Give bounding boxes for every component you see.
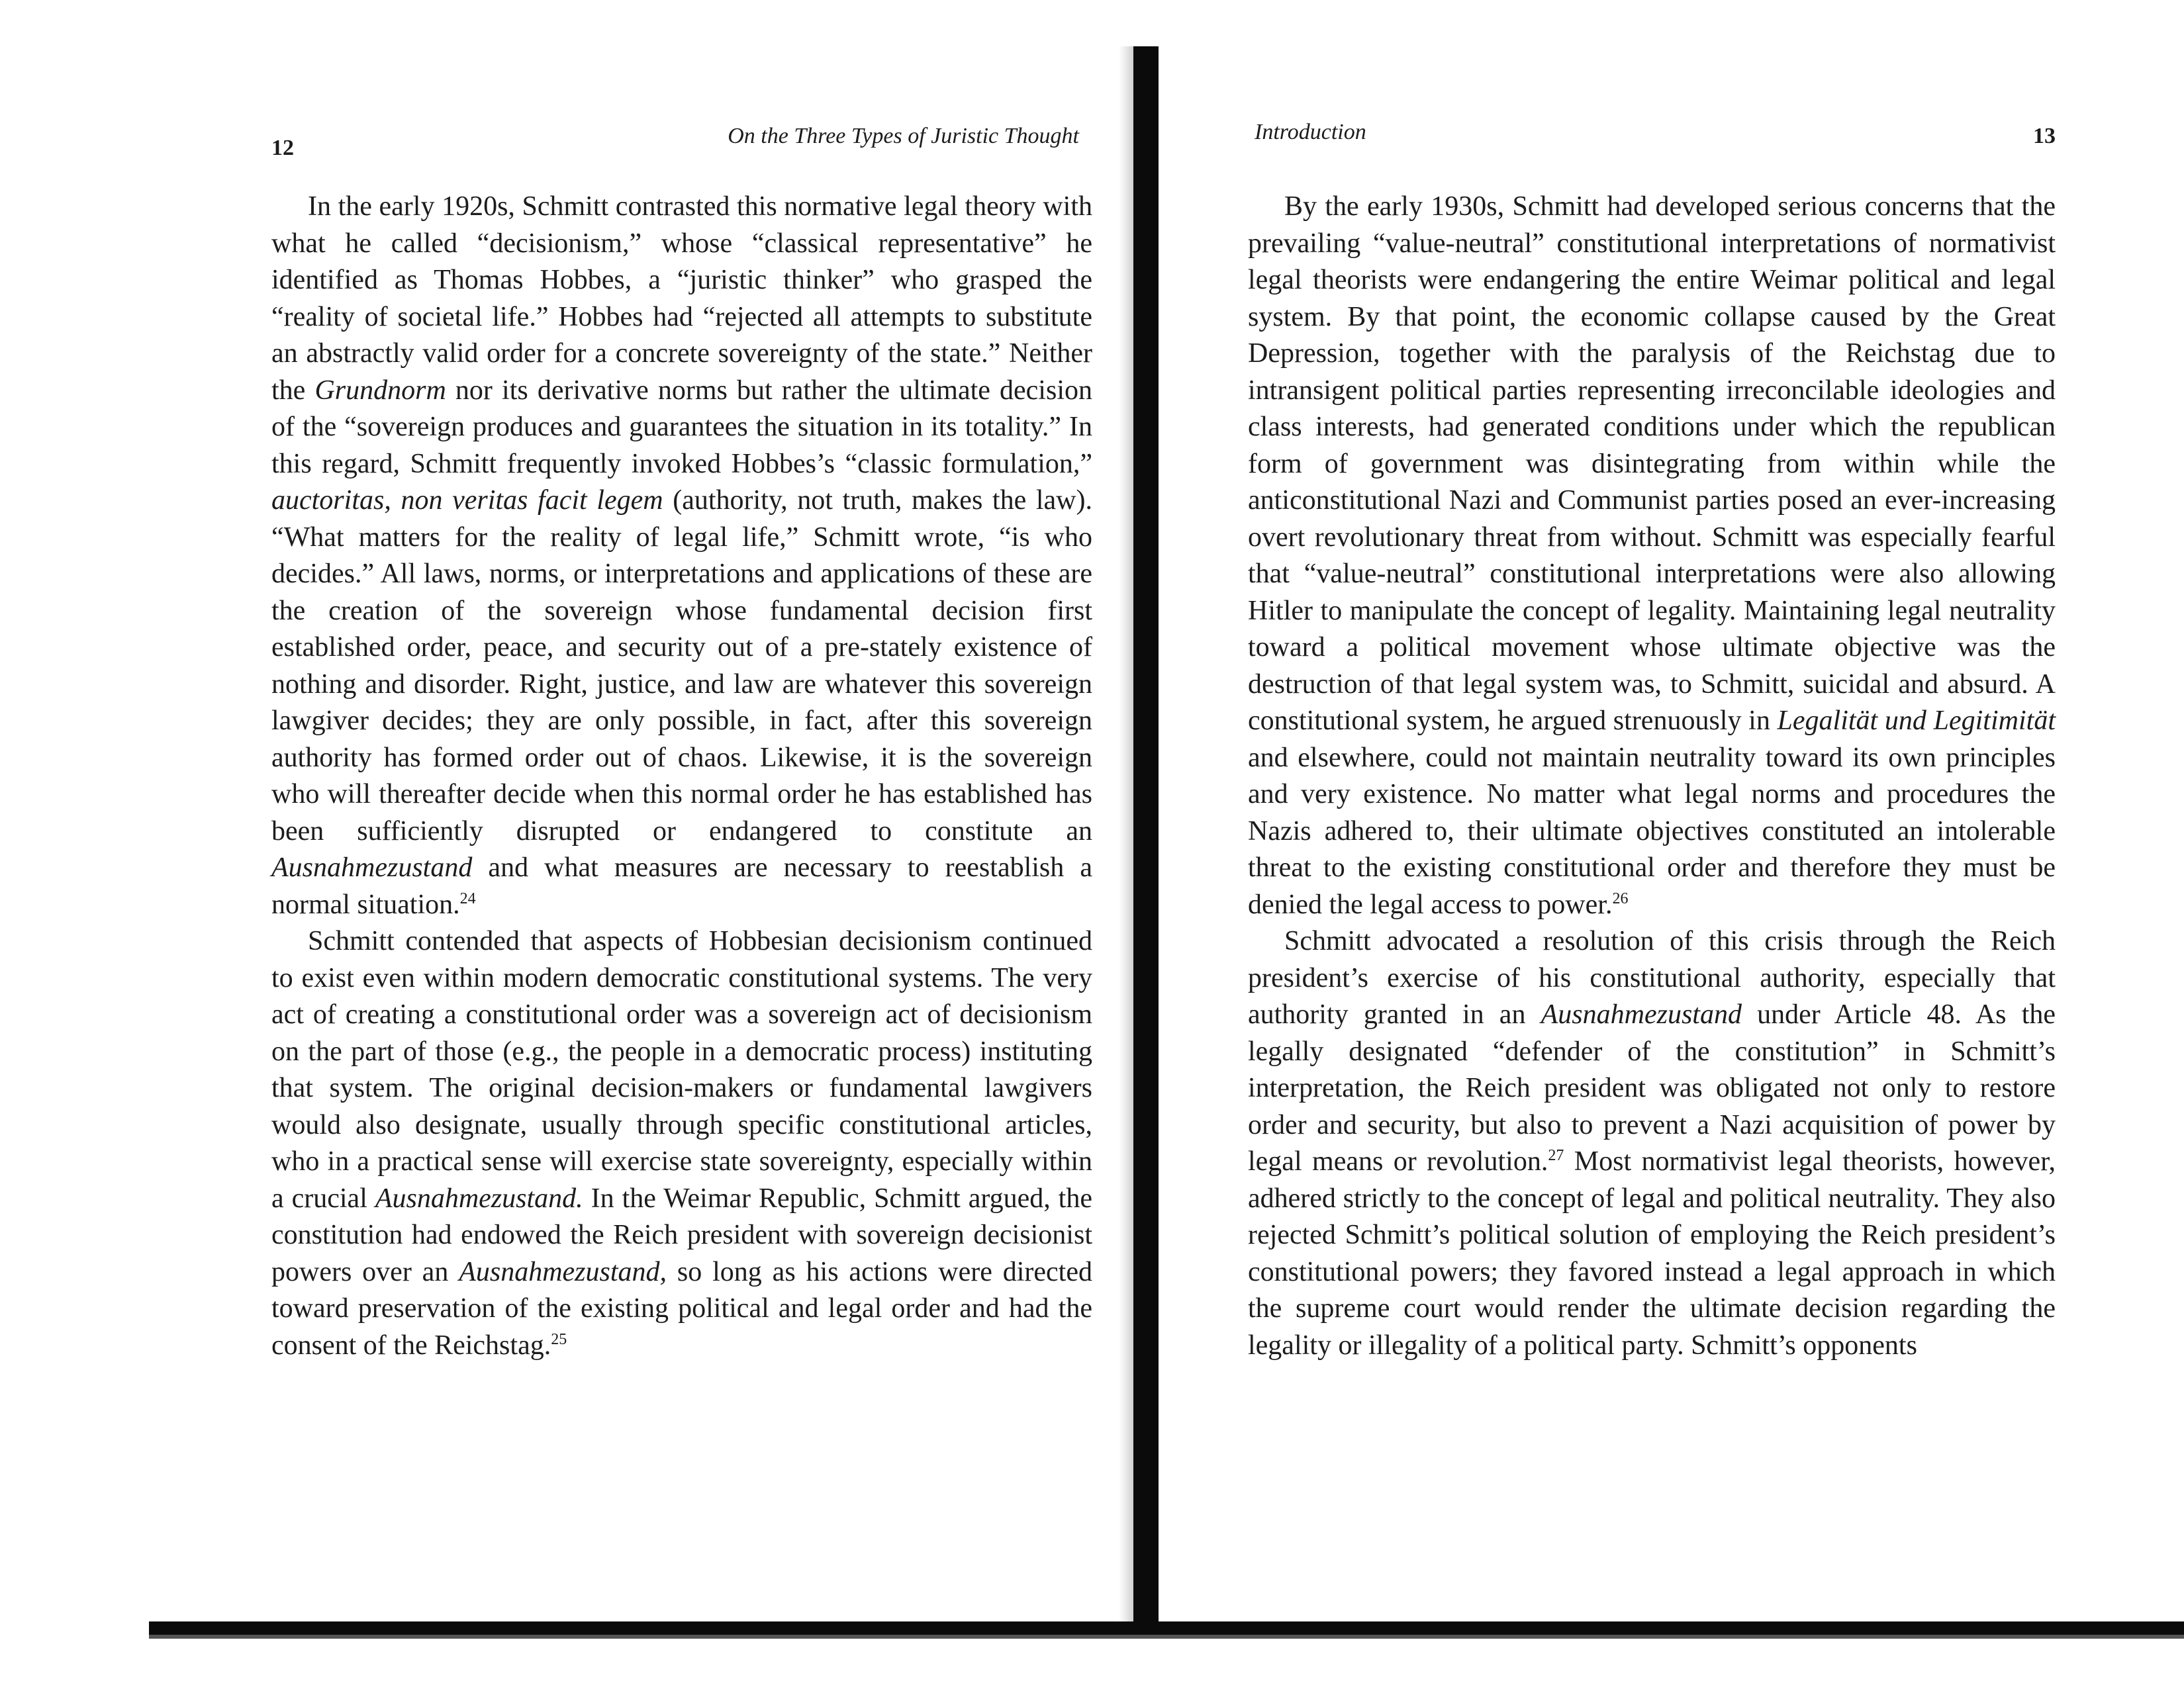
text-run: under Article 48. As the legally designated “defender of the constitution” in Schmitt’s interpretation, the Reich president was obligated not only to restore order and security, but also to prevent a Nazi acquisition of power by legal means or revolution. xyxy=(1248,999,2056,1177)
italic-term: Ausnahmezustand xyxy=(1541,999,1742,1030)
left-page xyxy=(271,116,1092,1364)
scan-bottom-edge-shadow xyxy=(149,1635,2184,1639)
paragraph xyxy=(271,923,1092,1364)
right-page xyxy=(1248,116,2056,1364)
footnote-ref: 24 xyxy=(459,889,476,907)
scan-bottom-edge xyxy=(149,1621,2184,1635)
text-run: and what measures are necessary to reestablish a normal situation. xyxy=(271,852,1092,920)
paragraph xyxy=(1248,189,2056,923)
left-page-header xyxy=(271,116,1092,162)
text-run: and elsewhere, could not maintain neutrality toward its own principles and very existence. No matter what legal norms and procedures the Nazis adhered to, their ultimate objectives constituted an intolerable threat to the existing constitutional order and therefore they must be denied the legal access to power. xyxy=(1248,742,2056,920)
italic-term: Ausnahmezustand, xyxy=(459,1256,667,1287)
italic-term: Ausnahmezustand xyxy=(271,852,473,883)
footnote-ref: 25 xyxy=(551,1330,567,1348)
footnote-ref: 27 xyxy=(1548,1147,1564,1164)
italic-term: Ausnahmezustand. xyxy=(375,1183,583,1214)
paragraph xyxy=(1248,923,2056,1364)
text-run: so long as his actions were directed toward preservation of the existing political and legal order and had the consent of the Reichstag. xyxy=(271,1256,1092,1361)
page-number: 12 xyxy=(271,136,294,160)
italic-term: auctoritas, non veritas facit legem xyxy=(271,485,663,516)
text-run: Schmitt contended that aspects of Hobbesian decisionism continued to exist even within modern democratic constitutional systems. The very act of creating a constitutional order was a sovereign act of decisionism on the part of those (e.g., the people in a democratic process) instituting that system. The original decision-makers or fundamental lawgivers would also designate, usually through specific constitutional articles, who in a practical sense will exercise state sovereignty, especially within a crucial xyxy=(271,926,1092,1214)
text-run: In the Weimar Republic, Schmitt argued, the constitution had endowed the Reich president with sovereign decisionist powers over an xyxy=(271,1183,1092,1287)
running-head: Introduction xyxy=(1255,120,1366,144)
running-head: On the Three Types of Juristic Thought xyxy=(728,124,1079,148)
gutter-shadow xyxy=(1119,46,1133,1628)
right-page-header xyxy=(1248,116,2056,162)
text-run: (authority, not truth, makes the law). “What matters for the reality of legal life,” Schmitt wrote, “is who decides.” All laws, norms, or interpretations and applications of these are the creation of the sovereign whose fundamental decision first established order, peace, and security out of a pre-stately existence of nothing and disorder. Right, justice, and law are whatever this sovereign lawgiver decides; they are only possible, in fact, after this sovereign authority has formed order out of chaos. Likewise, it is the sovereign who will thereafter decide when this normal order he has established has been sufficiently disrupted or endangered to constitute an xyxy=(271,485,1092,846)
text-run: nor its derivative norms but rather the ultimate decision of the “sovereign produces and guarantees the situation in its totality.” In this regard, Schmitt frequently invoked Hobbes’s “classic formulation,” xyxy=(271,375,1092,479)
footnote-ref: 26 xyxy=(1612,889,1629,907)
book-spine xyxy=(1133,46,1159,1628)
text-run: In the early 1920s, Schmitt contrasted this normative legal theory with what he called “decisionism,” whose “classical representative” he identified as Thomas Hobbes, a “juristic thinker” who grasped the “reality of societal life.” Hobbes had “rejected all attempts to substitute an abstractly valid order for a concrete sovereignty of the state.” Neither the xyxy=(271,191,1092,406)
page-number: 13 xyxy=(2033,124,2056,148)
italic-term: Grundnorm xyxy=(314,375,446,406)
text-run: Schmitt advocated a resolution of this crisis through the Reich president’s exercise of his constitutional authority, especially that authority granted in an xyxy=(1248,926,2056,1030)
italic-term: Legalität und Legitimität xyxy=(1777,706,2056,736)
text-run: By the early 1930s, Schmitt had developed serious concerns that the prevailing “value-neutral” constitutional interpretations of normativist legal theorists were endangering the entire Weimar political and legal system. By that point, the economic collapse caused by the Great Depression, together with the paralysis of the Reichstag due to intransigent political parties representing irreconcilable ideologies and class interests, had generated conditions under which the republican form of government was disintegrating from within while the anticonstitutional Nazi and Communist parties posed an ever-increasing overt revolutionary threat from without. Schmitt was especially fearful that “value-neutral” constitutional interpretations were also allowing Hitler to manipulate the concept of legality. Maintaining legal neutrality toward a political movement whose ultimate objective was the destruction of that legal system was, to Schmitt, suicidal and absurd. A constitutional system, he argued strenuously in xyxy=(1248,191,2056,736)
text-run: Most normativist legal theorists, however, adhered strictly to the concept of legal and political neutrality. They also rejected Schmitt’s political solution of employing the Reich president’s constitutional powers; they favored instead a legal approach in which the supreme court would render the ultimate decision regarding the legality or illegality of a political party. Schmitt’s opponents xyxy=(1248,1146,2056,1361)
paragraph xyxy=(271,189,1092,923)
